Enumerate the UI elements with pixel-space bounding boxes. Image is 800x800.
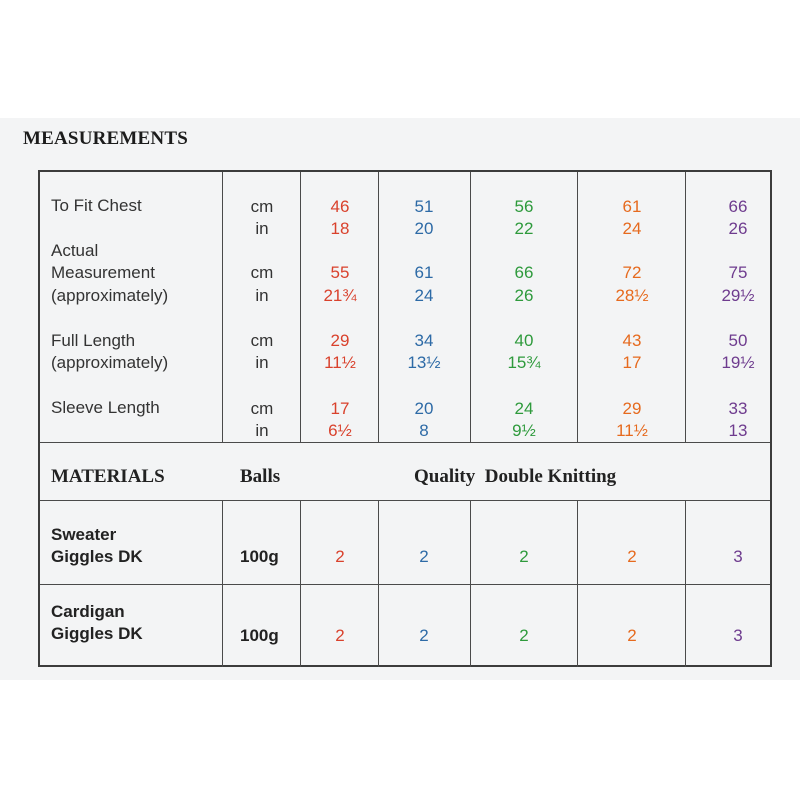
length-cm-size-3: 40 — [514, 331, 534, 350]
actual-cm-size-1: 55 — [330, 263, 350, 282]
unit-in: in — [255, 421, 269, 440]
sleeve-cm-size-2: 20 — [414, 399, 434, 418]
cardigan-yarn: Giggles DK — [51, 624, 143, 643]
chest-cm-size-4: 61 — [622, 197, 642, 216]
unit-in: in — [255, 353, 269, 372]
row-divider — [40, 500, 770, 501]
col-divider — [300, 172, 301, 443]
chest-in-size-3: 22 — [514, 219, 534, 238]
actual-cm-size-4: 72 — [622, 263, 642, 282]
chest-in-size-1: 18 — [330, 219, 350, 238]
length-in-size-1: 11½ — [324, 353, 356, 372]
actual-in-size-2: 24 — [414, 286, 434, 305]
cardigan-size-4: 2 — [627, 626, 637, 645]
sweater-size-4: 2 — [627, 547, 637, 566]
row-divider — [40, 584, 770, 585]
actual-cm-size-5: 75 — [728, 263, 748, 282]
cardigan-size-5: 3 — [733, 626, 743, 645]
chest-cm-size-2: 51 — [414, 197, 434, 216]
cardigan-label: Cardigan — [51, 602, 125, 621]
sweater-size-5: 3 — [733, 547, 743, 566]
unit-cm: cm — [250, 263, 274, 282]
sweater-size-1: 2 — [335, 547, 345, 566]
length-in-size-3: 15¾ — [507, 353, 541, 372]
sleeve-in-size-5: 13 — [728, 421, 748, 440]
label-measurement: Measurement — [51, 263, 155, 282]
actual-cm-size-3: 66 — [514, 263, 534, 282]
cardigan-size-2: 2 — [419, 626, 429, 645]
actual-in-size-1: 21¾ — [323, 286, 357, 305]
sweater-yarn: Giggles DK — [51, 547, 143, 566]
actual-in-size-4: 28½ — [615, 286, 649, 305]
sweater-size-3: 2 — [519, 547, 529, 566]
sleeve-cm-size-1: 17 — [330, 399, 350, 418]
chest-cm-size-5: 66 — [728, 197, 748, 216]
chest-cm-size-1: 46 — [330, 197, 350, 216]
sleeve-in-size-2: 8 — [419, 421, 429, 440]
col-divider — [378, 172, 379, 443]
label-approximately: (approximately) — [51, 353, 169, 372]
materials-heading: MATERIALS — [51, 466, 165, 487]
length-cm-size-2: 34 — [414, 331, 434, 350]
balls-heading: Balls — [240, 466, 281, 487]
unit-in: in — [255, 219, 269, 238]
sweater-size-2: 2 — [419, 547, 429, 566]
col-divider — [470, 172, 471, 443]
chest-in-size-2: 20 — [414, 219, 434, 238]
col-divider — [577, 172, 578, 443]
unit-cm: cm — [250, 399, 274, 418]
measurements-title: MEASUREMENTS — [23, 128, 188, 149]
actual-cm-size-2: 61 — [414, 263, 434, 282]
label-approximately: (approximately) — [51, 286, 169, 305]
label-sleeve-length: Sleeve Length — [51, 398, 160, 417]
length-cm-size-5: 50 — [728, 331, 748, 350]
sleeve-in-size-3: 9½ — [512, 421, 536, 440]
cardigan-size-3: 2 — [519, 626, 529, 645]
col-divider — [222, 172, 223, 443]
sweater-weight: 100g — [240, 547, 279, 566]
chest-in-size-4: 24 — [622, 219, 642, 238]
chest-cm-size-3: 56 — [514, 197, 534, 216]
sleeve-in-size-1: 6½ — [328, 421, 352, 440]
quality-heading: Quality Double Knitting — [414, 466, 617, 487]
length-in-size-4: 17 — [622, 353, 642, 372]
label-full-length: Full Length — [51, 331, 136, 350]
length-in-size-5: 19½ — [721, 353, 755, 372]
unit-cm: cm — [250, 331, 274, 350]
unit-cm: cm — [250, 197, 274, 216]
length-cm-size-4: 43 — [622, 331, 642, 350]
length-cm-size-1: 29 — [330, 331, 350, 350]
row-divider — [40, 442, 770, 443]
sleeve-in-size-4: 11½ — [616, 421, 648, 440]
unit-in: in — [255, 286, 269, 305]
label-to-fit-chest: To Fit Chest — [51, 196, 142, 215]
actual-in-size-3: 26 — [514, 286, 534, 305]
label-actual: Actual — [51, 241, 99, 260]
cardigan-size-1: 2 — [335, 626, 345, 645]
sleeve-cm-size-4: 29 — [622, 399, 642, 418]
cardigan-weight: 100g — [240, 626, 279, 645]
sweater-label: Sweater — [51, 525, 117, 544]
actual-in-size-5: 29½ — [721, 286, 755, 305]
col-divider — [685, 172, 686, 443]
chest-in-size-5: 26 — [728, 219, 748, 238]
sleeve-cm-size-3: 24 — [514, 399, 534, 418]
sleeve-cm-size-5: 33 — [728, 399, 748, 418]
length-in-size-2: 13½ — [407, 353, 441, 372]
